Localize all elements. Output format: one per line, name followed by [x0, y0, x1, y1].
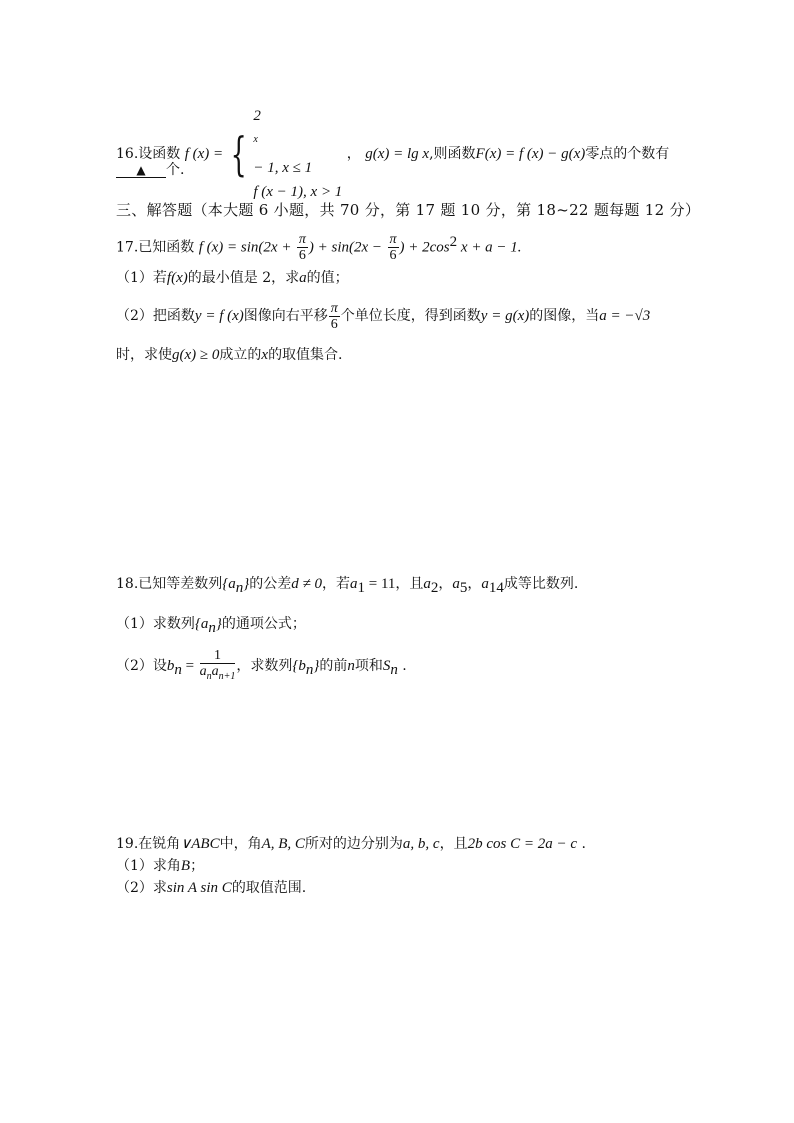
q18-part2: （2）设$b_n$ = $\frac{1}{a_na_{n+1}}$ ，求数列$\{b_n\}$的前n项和$S_n$ . [116, 648, 407, 682]
q18-line1: 18.已知等差数列$\{a_n\}$的公差d ≠ 0，若$a_1 = 11$，且$a_2$，$a_5$，$a_{14}$成等比数列. [116, 576, 579, 596]
q17-part2-line2: 时，求使g(x) ≥ 0成立的x的取值集合. [116, 347, 343, 363]
q18-part1: （1）求数列$\{a_n\}$的通项公式； [116, 616, 306, 636]
q16-cases [253, 104, 342, 204]
q16-text1: 设函数 [138, 146, 181, 162]
q16-number: 16. [116, 146, 139, 162]
q18-frac: $\frac{1}{a_na_{n+1}}$ [199, 648, 236, 682]
q17-expr-a: f (x) = sin(2x + [198, 239, 292, 256]
q16-text2: ,则函数 [429, 146, 476, 162]
q16-f-lhs: f (x) = [184, 146, 224, 162]
q16-g-def: g(x) = lg x [365, 146, 430, 162]
q17-number: 17. [116, 239, 139, 256]
q16-line2 [116, 160, 184, 180]
q17-expr-b: ) + sin(2x − [308, 239, 383, 256]
q16-text4: 个. [166, 162, 185, 178]
q17-part1: （1）若f(x)的最小值是 2，求a的值； [116, 270, 349, 286]
q17-frac2: $\frac{\pi}{6}$ [389, 232, 397, 264]
section-heading: 三、解答题（本大题 6 小题，共 70 分，第 17 题 10 分，第 18~22 题每题 12 分） [116, 201, 701, 219]
q19-line1: 19.在锐角∨ABC中，角A, B, C所对的边分别为a, b, c，且2b cos C = 2a − c . [116, 836, 586, 852]
left-brace-icon: { [230, 127, 247, 181]
q19-part1: （1）求角B； [116, 858, 205, 874]
q16-case2: f (x − 1), x > 1 [253, 184, 343, 200]
q16-line1 [116, 104, 669, 204]
q17-frac3: $\frac{\pi}{6}$ [330, 300, 338, 332]
q16-F-def: F(x) = f (x) − g(x) [475, 146, 586, 162]
answer-blank: ▲ [116, 163, 166, 178]
q19-part2: （2）求sin A sin C的取值范围. [116, 880, 307, 896]
q17-frac1: $\frac{\pi}{6}$ [298, 232, 306, 264]
q17-part2: （2）把函数y = f (x)图像向右平移 $\frac{\pi}{6}$ 个单位长度，得到函数y = g(x)的图像，当a = −√3 [116, 300, 651, 332]
q16-case1: 2 $^x$ − 1, x ≤ 1 [253, 108, 313, 176]
q17-expr-d: x + a − 1. [457, 239, 522, 256]
q17-expr-c: ) + 2cos [399, 239, 450, 256]
q17-line1: 17.已知函数 f (x) = sin(2x + $\frac{\pi}{6}$ ) + sin(2x − $\frac{\pi}{6}$ ) + $2\cos^2$ x + a − 1. [116, 232, 522, 264]
q16-text3: 零点的个数有 [585, 146, 670, 162]
q17-text1: 已知函数 [138, 239, 195, 256]
q16-comma: ， [346, 146, 361, 162]
